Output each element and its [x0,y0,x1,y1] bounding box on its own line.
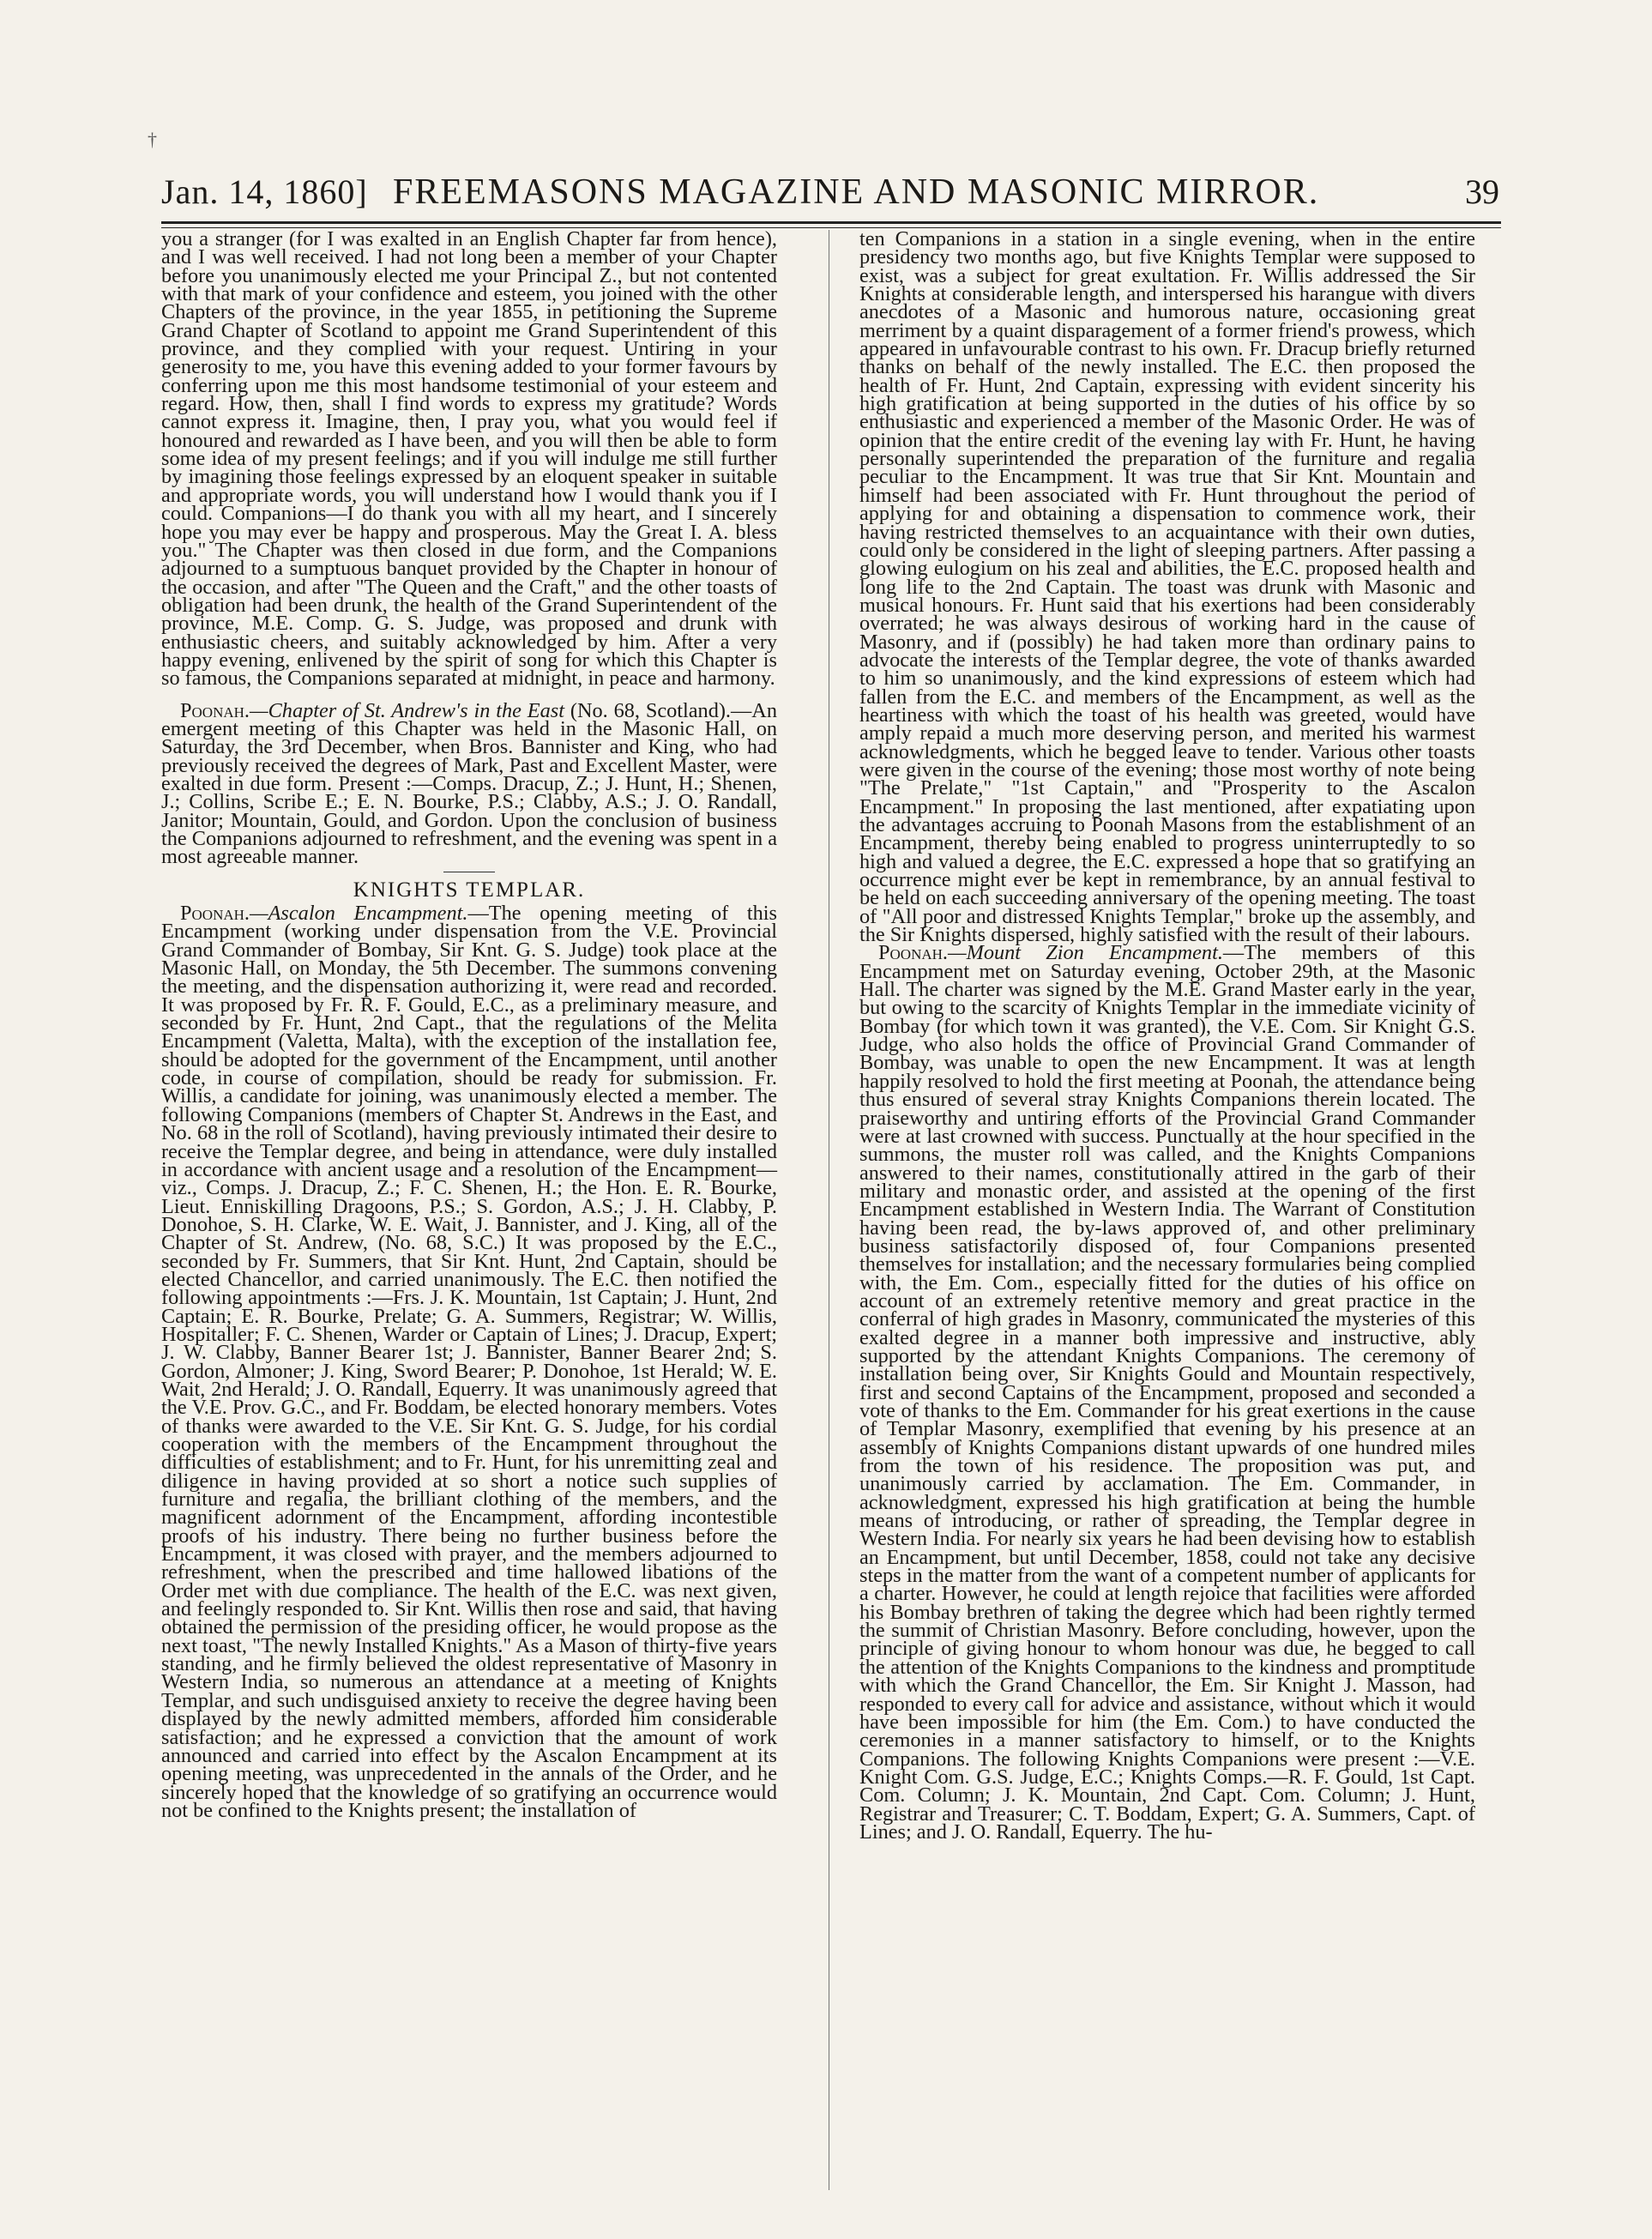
article-paragraph [859,941,1476,1844]
right-column [859,227,1476,1844]
left-column [161,227,777,1822]
issue-date: Jan. 14, 1860] [161,172,368,211]
article-paragraph: you a stranger (for I was exalted in an English Chapter far from hence), and I was well received. I had not long been a member of your Chapter before you unanimously elected me your Principal Z., but not contented with that mark of your confidence and esteem, you joined with the other Chapters of the province, in the year 1855, in petitioning the Supreme Grand Chapter of Scotland to appoint me Grand Superintendent of this province, and they complied with your request. Untiring in your generosity to me, you have this evening added to your former favours by conferring upon me this most handsome testimonial of your esteem and regard. How, then, shall I find words to express my gratitude? Words cannot express it. Imagine, then, I pray you, what you would feel if honoured and rewarded as I have been, and you will then be able to form some idea of my present feelings; and if you will indulge me still further by imagining those feelings expressed by an eloquent speaker in suitable and appropriate words, you will understand how I would thank you if I could. Companions—I do thank you with all my heart, and I sincerely hope you may ever be happy and prosperous. May the Great I. A. bless you." The Chapter was then closed in due form, and the Companions adjourned to a sumptuous banquet provided by the Chapter in honour of the occasion, and after "The Queen and the Craft," and the other toasts of obligation had been drunk, the health of the Grand Superintendent of the province, M.E. Comp. G. S. Judge, was proposed and drunk with enthusiastic cheers, and suitably acknowledged by him. After a very happy evening, enlivened by the spirit of song for which this Chapter is so famous, the Companions separated at midnight, in peace and harmony. [161,227,777,691]
section-heading: KNIGHTS TEMPLAR. [353,878,586,902]
page-header [161,170,1499,223]
article-paragraph [161,904,777,1820]
place-lead: Poonah. [878,941,948,965]
page-number: 39 [1465,172,1499,211]
chapter-name: —Chapter of St. Andrew's in the East [249,698,564,722]
margin-mark: † [148,129,157,150]
paragraph-body: —The members of this Encampment met on Saturday evening, October 29th, at the Masonic Hall. The charter was signed by the M.E. Grand Master early in the year, but owing to the scarcity of Knights Templar in the immediate vicinity of Bombay (for which town it was granted), the V.E. Com. Sir Knight G.S. Judge, who also holds the office of Provincial Grand Commander of Bombay, was unable to open the new Encampment. It was at length happily resolved to hold the first meeting at Poonah, the attendance being thus ensured of several stray Knights Companions therein located. The praiseworthy and untiring efforts of the Provincial Grand Commander were at last crowned with success. Punctually at the hour specified in the summons, the muster roll was called, and the Knights Companions answered to their names, constitutionally attired in the garb of their military and monastic order, and assisted at the opening of the first Encampment established in Western India. The Warrant of Constitution having been read, the by-laws approved of, and other preliminary business satisfactorily disposed of, four Companions presented themselves for installation; and the necessary formularies being complied with, the Em. Com., especially fitted for the duties of his office on account of an extremely retentive memory and great practice in the conferral of high grades in Masonry, communicated the mysteries of this exalted degree in a manner both impressive and instructive, ably supported by the attendant Knights Companions. The ceremony of installation being over, Sir Knights Gould and Mountain respectively, first and second Captains of the Encampment, proposed and seconded a vote of thanks to the Em. Commander for his great exertions in the cause of Templar Masonry, exemplified that evening by his presence at an assembly of Knights Companions distant upwards of one hundred miles from the town of his residence. The proposition was put, and unanimously carried by acclamation. The Em. Commander, in acknowledgment, expressed his high gratification at being the humble means of introducing, or rather of spreading, the Templar degree in Western India. For nearly six years he had been devising how to establish an Encampment, but until December, 1858, could not take any decisive steps in the matter from the want of a competent number of applicants for a charter. However, he could at length rejoice that facilities were afforded his Bombay brethren of taking the degree which had been rightly termed the summit of Christian Masonry. Before concluding, however, upon the principle of giving honour to whom honour was due, he begged to call the attention of the Knights Companions to the kindness and promptitude with which the Grand Chancellor, the Em. Sir Knight J. Masson, had responded to every call for advice and assistance, without which it would have been impossible for him (the Em. Com.) to have conducted the ceremonies in a manner satisfactory to himself, or to the Knights Companions. The following Knights Companions were present :—V.E. Knight Com. G.S. Judge, E.C.; Knights Comps.—R. F. Gould, 1st Capt. Com. Column; J. K. Mountain, 2nd Capt. Com. Column; J. Hunt, Registrar and Treasurer; C. T. Boddam, Expert; G. A. Summers, Capt. of Lines; and J. O. Randall, Equerry. The hu- [859,941,1476,1844]
header-rule [161,221,1501,224]
place-lead: Poonah. [180,902,250,926]
encampment-name: —Ascalon Encampment. [249,902,468,926]
paragraph-body: (No. 68, Scotland).—An emergent meeting of this Chapter was held in the Masonic Hall, on Saturday, the 3rd December, when Bros. Bannister and King, who had previously received the degrees of Mark, Past and Excellent Master, were exalted in due form. Present :—Comps. Dracup, Z.; J. Hunt, H.; Shenen, J.; Collins, Scribe E.; E. N. Bourke, P.S.; Clabby, A.S.; J. O. Randall, Janitor; Mountain, Gould, and Gordon. Upon the conclusion of business the Companions adjourned to refreshment, and the evening was spent in a most agreeable manner. [161,698,777,869]
paragraph-body: —The opening meeting of this Encampment (working under dispensation from the V.E. Provincial Grand Commander of Bombay, Sir Knt. G. S. Judge) took place at the Masonic Hall, on Monday, the 5th December. The summons convening the meeting, and the dispensation authorizing it, were read and recorded. It was proposed by Fr. R. F. Gould, E.C., as a preliminary measure, and seconded by Fr. Hunt, 2nd Capt., that the regulations of the Melita Encampment (Valetta, Malta), with the exception of the installation fee, should be adopted for the government of the Encampment, until another code, in course of compilation, should be ready for submission. Fr. Willis, a candidate for joining, was unanimously elected a member. The following Companions (members of Chapter St. Andrews in the East, and No. 68 in the roll of Scotland), having previously intimated their desire to receive the Templar degree, and being in attendance, were duly installed in accordance with ancient usage and a resolution of the Encampment—viz., Comps. J. Dracup, Z.; F. C. Shenen, H.; the Hon. E. R. Bourke, Lieut. Enniskilling Dragoons, P.S.; S. Gordon, A.S.; J. H. Clabby, P. Donohoe, S. H. Clarke, W. E. Wait, J. Bannister, and J. King, all of the Chapter of St. Andrew, (No. 68, S.C.) It was proposed by the E.C., seconded by Fr. Summers, that Sir Knt. Hunt, 2nd Captain, should be elected Chancellor, and carried unanimously. The E.C. then notified the following appointments :—Frs. J. K. Mountain, 1st Captain; J. Hunt, 2nd Captain; E. R. Bourke, Prelate; G. A. Summers, Registrar; W. Willis, Hospitaller; F. C. Shenen, Warder or Captain of Lines; J. Dracup, Expert; J. W. Clabby, Banner Bearer 1st; J. Bannister, Banner Bearer 2nd; S. Gordon, Almoner; J. King, Sword Bearer; P. Donohoe, 1st Herald; W. E. Wait, 2nd Herald; J. O. Randall, Equerry. It was unanimously agreed that the V.E. Prov. G.C., and Fr. Boddam, be elected honorary members. Votes of thanks were awarded to the V.E. Sir Knt. G. S. Judge, for his cordial cooperation with the members of the Encampment throughout the difficulties of establishment; and to Fr. Hunt, for his unremitting zeal and diligence in having provided at so short a notice such supplies of furniture and regalia, the brilliant clothing of the members, and the magnificent adornment of the Encampment, affording incontestible proofs of his industry. There being no further business before the Encampment, it was closed with prayer, and the members adjourned to refreshment, when the prescribed and time hallowed libations of the Order met with due compliance. The health of the E.C. was next given, and feelingly responded to. Sir Knt. Willis then rose and said, that having obtained the permission of the presiding officer, he would propose as the next toast, "The newly Installed Knights." As a Mason of thirty-five years standing, and he firmly believed the oldest representative of Masonry in Western India, so numerous an attendance at a meeting of Knights Templar, and such undisguised anxiety to receive the degree having been displayed by the newly admitted members, afforded him considerable satisfaction; and he expressed a conviction that the amount of work announced and carried into effect by the Ascalon Encampment at its opening meeting, was unprecedented in the annals of the Order, and he sincerely hoped that the knowledge of so gratifying an occurrence would not be confined to the Knights present; the installation of [161,902,777,1822]
article-paragraph: ten Companions in a station in a single evening, when in the entire presidency two months ago, but five Knights Templar were supposed to exist, was a subject for great exultation. Fr. Willis addressed the Sir Knights at considerable length, and interspersed his harangue with divers anecdotes of a Masonic and humorous nature, occasioning great merriment by a quaint disparagement of a former friend's prowess, which appeared in unfavourable contrast to his own. Fr. Dracup briefly returned thanks on behalf of the newly installed. The E.C. then proposed the health of Fr. Hunt, 2nd Captain, expressing with evident sincerity his high gratification at being supported in the duties of his office by so enthusiastic and experienced a member of the Masonic Order. He was of opinion that the entire credit of the evening lay with Fr. Hunt, he having personally superintended the preparation of the furniture and regalia peculiar to the Encampment. It was true that Sir Knt. Mountain and himself had been associated with Fr. Hunt throughout the period of applying for and obtaining a dispensation to commence work, their having restricted themselves to an acquaintance with their own duties, could only be considered in the light of sleeping partners. After passing a glowing eulogium on his zeal and abilities, the E.C. proposed health and long life to the 2nd Captain. The toast was drunk with Masonic and musical honours. Fr. Hunt said that his exertions had been considerably overrated; he was always desirous of working hard in the cause of Masonry, and if (possibly) he had taken more than ordinary pains to advocate the interests of the Templar degree, the vote of thanks awarded to him so unanimously, and the kind expressions of esteem which had fallen from the E.C. and members of the Encampment, as well as the heartiness with which the toast of his health was greeted, would have amply repaid a much more deserving person, and merited his warmest acknowledgments, which he begged leave to tender. Various other toasts were given in the course of the evening; those most worthy of note being "The Prelate," "1st Captain," and "Prosperity to the Ascalon Encampment." In proposing the last mentioned, after expatiating upon the advantages accruing to Poonah Masons from the establishment of an Encampment, thereby being enabled to progress uninterruptedly to so high and valued a degree, the E.C. expressed a hope that so gratifying an occurrence might ever be kept in remembrance, by an annual festival to be held on each succeeding anniversary of the opening meeting. The toast of "All poor and distressed Knights Templar," broke up the assembly, and the Sir Knights dispersed, highly satisfied with the result of their labours. [859,227,1475,947]
article-paragraph [161,698,777,869]
encampment-name: —Mount Zion Encampment. [947,941,1223,965]
publication-title: FREEMASONS MAGAZINE AND MASONIC MIRROR. [393,172,1320,212]
place-lead: Poonah. [180,698,250,722]
